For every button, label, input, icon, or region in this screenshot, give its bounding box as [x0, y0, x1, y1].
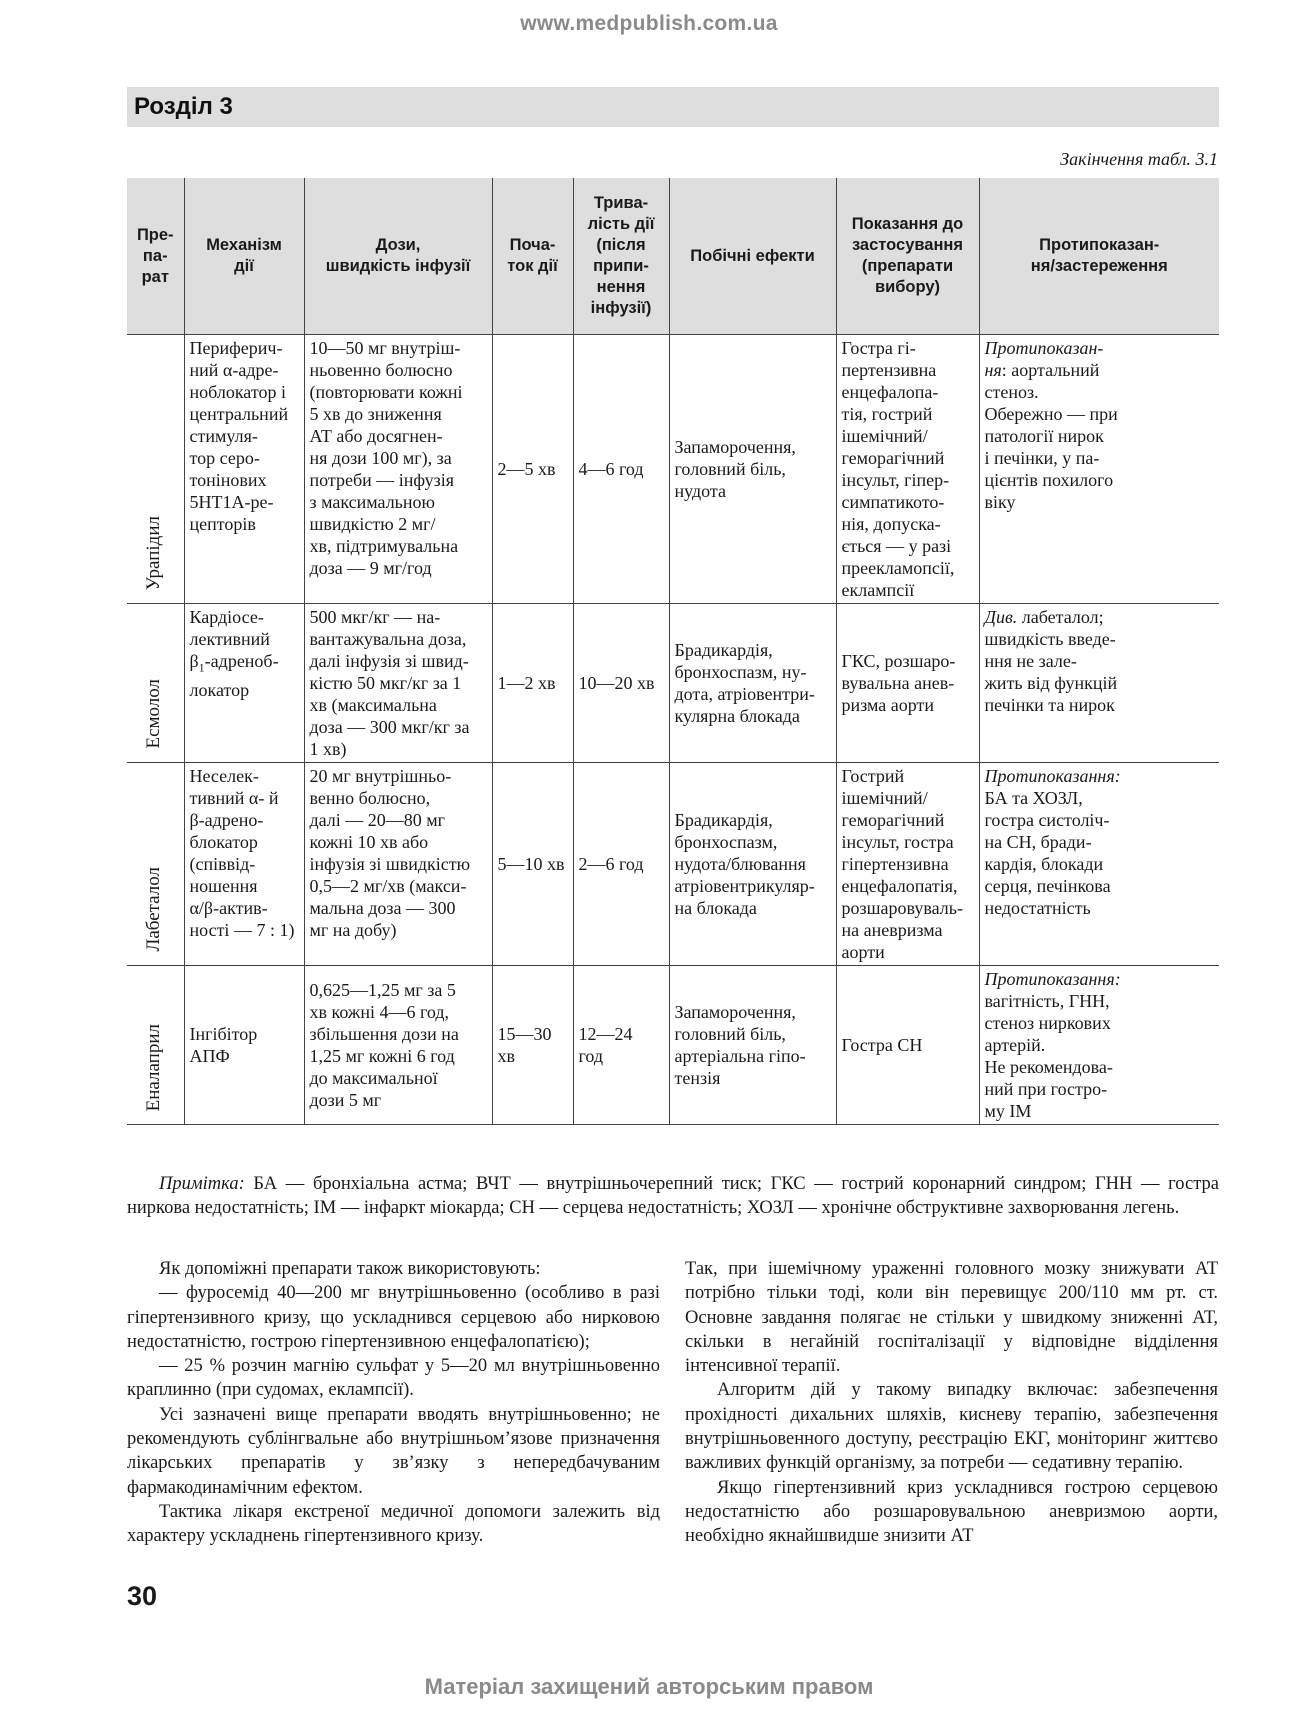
- header-onset: Поча- ток дії: [492, 178, 573, 335]
- paragraph: Тактика лікаря екстреної медичної допомоги залежить від характеру ускладнень гіпертензивного кризу.: [127, 1501, 660, 1547]
- side-effects-cell: Запаморочення, головний біль, нудота: [669, 335, 836, 604]
- header-side-effects: Побічні ефекти: [669, 178, 836, 335]
- table-row-esmolol: [127, 604, 1219, 763]
- indications-cell: Гострий ішемічний/ геморагічний інсульт, гостра гіпертензивна енцефалопатія, розшаровуваль- на аневризма аорти: [836, 763, 979, 966]
- table-header-row: [127, 178, 1219, 335]
- paragraph: — 25 % розчин магнію сульфат у 5—20 мл внутрішньовенно краплинно (при судомах, еклампсії).: [127, 1356, 660, 1401]
- contraindications-cell: Див. лабеталол; швидкість введе- ння не зале- жить від функцій печінки та нирок: [979, 604, 1219, 763]
- drug-name-cell: [127, 763, 184, 966]
- drug-name: Еналаприл: [143, 1023, 164, 1111]
- paragraph: Якщо гіпертензивний криз ускладнився гострою серцевою недостатністю або розшаровувальною аневризмою аорти, необхідно якнайшвидше знизити АТ: [685, 1477, 1218, 1547]
- site-url: www.medpublish.com.ua: [520, 12, 778, 35]
- drug-name: Есмолол: [143, 679, 164, 749]
- section-header-bar: [127, 87, 1219, 127]
- header-contraindications: Протипоказан- ня/застереження: [979, 178, 1219, 335]
- table-caption: Закінчення табл. 3.1: [1060, 149, 1218, 169]
- side-effects-cell: Запаморочення, головний біль, артеріальна гіпо- тензія: [669, 966, 836, 1125]
- paragraph: — фуросемід 40—200 мг внутрішньовенно (особливо в разі гіпертензивного кризу, що ускладнився серцевою або нирковою недостатністю, гострою гіпертензивною енцефалопатією);: [127, 1283, 660, 1352]
- contraindications-cell: Протипоказан- ня: аортальний стеноз. Обережно — при патології нирок і печінки, у па- цієнтів похилого віку: [979, 335, 1219, 604]
- contraindications-cell: Протипоказання: вагітність, ГНН, стеноз ниркових артерій. Не рекомендова- ний при гостро- му ІМ: [979, 966, 1219, 1125]
- drug-name-cell: [127, 966, 184, 1125]
- note-text: БА — бронхіальна астма; ВЧТ — внутрішньочерепний тиск; ГКС — гострий коронарний синдром; ГНН — гостра ниркова недостатність; ІМ — інфаркт міокарда; СН — серцева недостатність; ХОЗЛ — хронічне обструктивне захворювання легень.: [127, 1174, 1219, 1218]
- paragraph: Алгоритм дій у такому випадку включає: забезпечення прохідності дихальних шляхів, кисневу терапію, забезпечення внутрішньовенного доступу, реєстрацію ЕКГ, моніторинг життєво важливих функцій організму, за потреби — седативну терапію.: [685, 1380, 1218, 1474]
- table-row-urapidil: [127, 335, 1219, 604]
- indications-cell: ГКС, розшаро- вувальна анев- ризма аорти: [836, 604, 979, 763]
- duration-cell: 10—20 хв: [573, 604, 669, 763]
- drug-table: [127, 178, 1219, 1125]
- drug-name: Лабеталол: [143, 867, 164, 952]
- mechanism-cell: Периферич- ний α-адре- ноблокатор і центральний стимуля- тор серо- тонінових 5НТ1А-ре- цепторів: [184, 335, 304, 604]
- body-column-left: [127, 1257, 660, 1549]
- indications-cell: Гостра гі- пертензивна енцефалопа- тія, гострий ішемічний/ геморагічний інсульт, гіпер- симпатикото- нія, допуска- ється — у разі преекламопсії, еклампсії: [836, 335, 979, 604]
- mechanism-cell: Інгібітор АПФ: [184, 966, 304, 1125]
- dose-cell: 0,625—1,25 мг за 5 хв кожні 4—6 год, збільшення дози на 1,25 мг кожні 6 год до максимальної дози 5 мг: [304, 966, 492, 1125]
- header-duration: Трива- лість дії (після припи- нення інфузії): [573, 178, 669, 335]
- duration-cell: 4—6 год: [573, 335, 669, 604]
- paragraph: Як допоміжні препарати також використовують:: [159, 1259, 541, 1279]
- side-effects-cell: Брадикардія, бронхоспазм, ну- дота, атріовентри- кулярна блокада: [669, 604, 836, 763]
- header-indications: Показання до застосування (препарати вибору): [836, 178, 979, 335]
- indications-cell: Гостра СН: [836, 966, 979, 1125]
- mechanism-cell: Кардіосе- лективний $\beta_1-адреноб-$ локатор: [184, 604, 304, 763]
- drug-name-cell: [127, 604, 184, 763]
- onset-cell: 15—30 хв: [492, 966, 573, 1125]
- paragraph: Так, при ішемічному ураженні головного мозку знижувати АТ потрібно тільки тоді, коли він перевищує 200/110 мм рт. ст. Основне завдання полягає не стільки у швидкому зниженні АТ, скільки в негайній госпіталізації у відповідне відділення інтенсивної терапії.: [685, 1259, 1218, 1377]
- note-label: Примітка:: [159, 1174, 245, 1194]
- header-drug: Пре- па- рат: [127, 178, 184, 335]
- table-note: [127, 1172, 1219, 1220]
- body-column-right: [685, 1257, 1218, 1549]
- page-number: 30: [127, 1581, 158, 1611]
- contraindications-cell: Протипоказання: БА та ХОЗЛ, гостра систоліч- на СН, бради- кардія, блокади серця, печінкова недостатність: [979, 763, 1219, 966]
- onset-cell: 5—10 хв: [492, 763, 573, 966]
- table-row-enalapril: [127, 966, 1219, 1125]
- side-effects-cell: Брадикардія, бронхоспазм, нудота/блювання атріовентрикуляр- на блокада: [669, 763, 836, 966]
- table-row-labetalol: [127, 763, 1219, 966]
- dose-cell: 500 мкг/кг — на- вантажувальна доза, далі інфузія зі швид- кістю 50 мкг/кг за 1 хв (максимальна доза — 300 мкг/кг за 1 хв): [304, 604, 492, 763]
- drug-name: Урапідил: [143, 515, 164, 590]
- dose-cell: 20 мг внутрішньо- венно болюсно, далі — 20—80 мг кожні 10 хв або інфузія зі швидкістю 0,5—2 мг/хв (макси- мальна доза — 300 мг на добу): [304, 763, 492, 966]
- header-mechanism: Механізм дії: [184, 178, 304, 335]
- paragraph: Усі зазначені вище препарати вводять внутрішньовенно; не рекомендують сублінгвальне або внутрішньом’язове призначення лікарських препаратів у зв’язку з непередбачуваним фармакодинамічним ефектом.: [127, 1404, 660, 1498]
- copyright-notice: Матеріал захищений авторським правом: [424, 1674, 874, 1699]
- dose-cell: 10—50 мг внутріш- ньовенно болюсно (повторювати кожні 5 хв до зниження АТ або досягнен- ня дози 100 мг), за потреби — інфузія з максимальною швидкістю 2 мг/ хв, підтримувальна доза — 9 мг/год: [304, 335, 492, 604]
- mechanism-cell: Неселек- тивний α- й β-адрено- блокатор (співвід- ношення α/β-актив- ності — 7 : 1): [184, 763, 304, 966]
- onset-cell: 1—2 хв: [492, 604, 573, 763]
- drug-name-cell: [127, 335, 184, 604]
- duration-cell: 12—24 год: [573, 966, 669, 1125]
- section-title: Розділ 3: [134, 93, 233, 120]
- onset-cell: 2—5 хв: [492, 335, 573, 604]
- header-dose: Дози, швидкість інфузії: [304, 178, 492, 335]
- duration-cell: 2—6 год: [573, 763, 669, 966]
